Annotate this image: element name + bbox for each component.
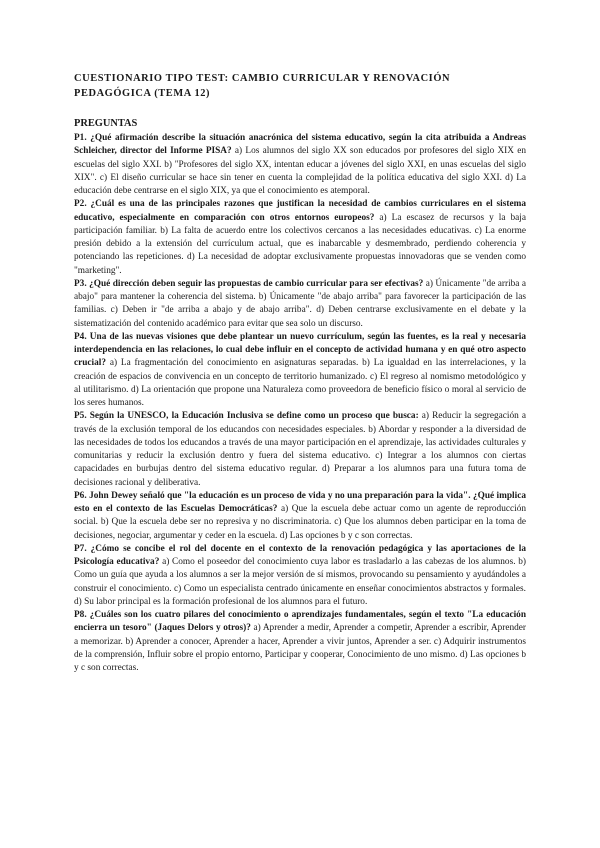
- question-text: . ¿Qué dirección deben seguir las propuestas de cambio curricular para ser efectivas?: [84, 278, 424, 289]
- question-number: P6: [74, 490, 85, 501]
- question-options: a) La escasez de recursos y la baja participación familiar. b) La falta de acuerdo entre los colectivos cercanos a las necesidades educativas. c) La enorme presión debido a la extensión del currículum actual, que es inabarcable y desmembrado, perdiendo coherencia y potenciando las repeticiones. d) La necesidad de adoptar exclusivamente propuestas innovadoras que se venden como "marketing".: [74, 212, 526, 276]
- question-number: P1: [74, 133, 85, 143]
- question-number: P4: [74, 331, 85, 342]
- question-options: a) Aprender a medir, Aprender a competir, Aprender a escribir, Aprender a memorizar. b) Aprender a conocer, Aprender a hacer, Aprender a vivir juntos, Aprender a ser. c) Adquirir instrumentos de la comprensión, Influir sobre el propio entorno, Participar y cooperar, Conocimiento de uno mismo. d) Las opciones b y c son correctas.: [74, 623, 526, 673]
- question-number: P3: [74, 278, 85, 289]
- question-options: a) Que la escuela debe actuar como un agente de reproducción social. b) Que la escuela debe ser no represiva y no discriminatoria. c) Que los alumnos deben participar en la toma de decisiones, negociar, argumentar y ceder en la escuela. d) Las opciones b y c son correctas.: [74, 504, 526, 541]
- question-p6: [74, 490, 526, 543]
- question-p1: [74, 132, 526, 198]
- question-number: P2: [74, 199, 85, 210]
- question-text: . ¿Cómo se concibe el rol del docente en el contexto de la renovación pedagógica y las aportaciones de la Psicología educativa?: [74, 543, 526, 567]
- question-options: a) Como el poseedor del conocimiento cuya labor es trasladarlo a las cabezas de los alumnos. b) Como un guía que ayuda a los alumnos a ser la mejor versión de sí mismos, provocando su pensamiento y ayudándoles a construir el conocimiento. c) Como un especialista centrado únicamente en enseñar conocimientos abstractos y formales. d) Su labor principal es la formación profesional de los alumnos para el futuro.: [74, 557, 526, 607]
- question-p4: [74, 331, 526, 411]
- question-p7: [74, 543, 526, 609]
- question-options: a) Reducir la segregación a través de la exclusión temporal de los educandos con necesidades especiales. b) Abordar y responder a la diversidad de las necesidades de todos los educandos a través de una mayor participación en el aprendizaje, las actividades culturales y comunitarias y reducir la exclusión dentro y fuera del sistema educativo. c) Integrar a los alumnos con ciertas capacidades en burbujas dentro del sistema educativo regular. d) Preparar a los alumnos para una futura toma de decisiones racional y deliberativa.: [74, 411, 526, 488]
- question-text: . ¿Cuál es una de las principales razones que justifican la necesidad de cambios curriculares en el sistema educativo, especialmente en comparación con otros entornos europeos?: [74, 199, 526, 223]
- question-options: a) Los alumnos del siglo XX son educados por profesores del siglo XIX en escuelas del siglo XXI. b) "Profesores del siglo XX, intentan educar a jóvenes del siglo XXI, en unas escuelas del siglo XIX". c) El diseño curricular se hace sin tener en cuenta la complejidad de la política educativa del siglo XXI. d) La educación debe centrarse en el siglo XIX, ya que el conocimiento es atemporal.: [74, 146, 527, 196]
- question-text: . ¿Cuáles son los cuatro pilares del conocimiento o aprendizajes fundamentales, según el texto "La educación encierra un tesoro" (Jaques Delors y otros)?: [74, 610, 526, 634]
- question-options: a) La fragmentación del conocimiento en asignaturas separadas. b) La igualdad en las interrelaciones, y la creación de espacios de convivencia en un concepto de territorio humanizado. c) El regreso al nomismo metodológico y al utilitarismo. d) La orientación que propone una Naturaleza como proveedora de beneficio físico o moral al servicio de los seres humanos.: [74, 358, 526, 408]
- question-options: a) Únicamente "de arriba a abajo" para mantener la coherencia del sistema. b) Únicamente "de abajo arriba" para favorecer la participación de las familias. c) Deben ir "de arriba a abajo y de abajo arriba". d) Deben centrarse exclusivamente en el debate y la sistematización del contenido académico para evitar que sea solo un discurso.: [74, 278, 526, 329]
- question-p2: [74, 198, 526, 278]
- section-heading: PREGUNTAS: [74, 118, 138, 129]
- question-number: P5: [74, 411, 85, 422]
- question-text: . ¿Qué afirmación describe la situación anacrónica del sistema educativo, según la cita atribuida a Andreas Schleicher, director del Informe PISA?: [74, 133, 526, 157]
- question-text: . Una de las nuevas visiones que debe plantear un nuevo currículum, según las fuentes, es la real y necesaria interdependencia en las relaciones, lo cual debe influir en el concepto de actividad humana y en qué otro aspecto crucial?: [74, 331, 526, 369]
- question-number: P7: [74, 543, 85, 554]
- question-p3: [74, 278, 526, 331]
- question-number: P8: [74, 610, 85, 620]
- question-text: . John Dewey señaló que "la educación es un proceso de vida y no una preparación para la vida". ¿Qué implica esto en el contexto de las Escuelas Democráticas?: [74, 490, 526, 514]
- document-title: CUESTIONARIO TIPO TEST: CAMBIO CURRICULAR Y RENOVACIÓN PEDAGÓGICA (TEMA 12): [74, 73, 451, 99]
- question-text: . Según la UNESCO, la Educación Inclusiva se define como un proceso que busca:: [84, 411, 419, 422]
- question-p8: [74, 609, 526, 675]
- question-p5: [74, 410, 526, 490]
